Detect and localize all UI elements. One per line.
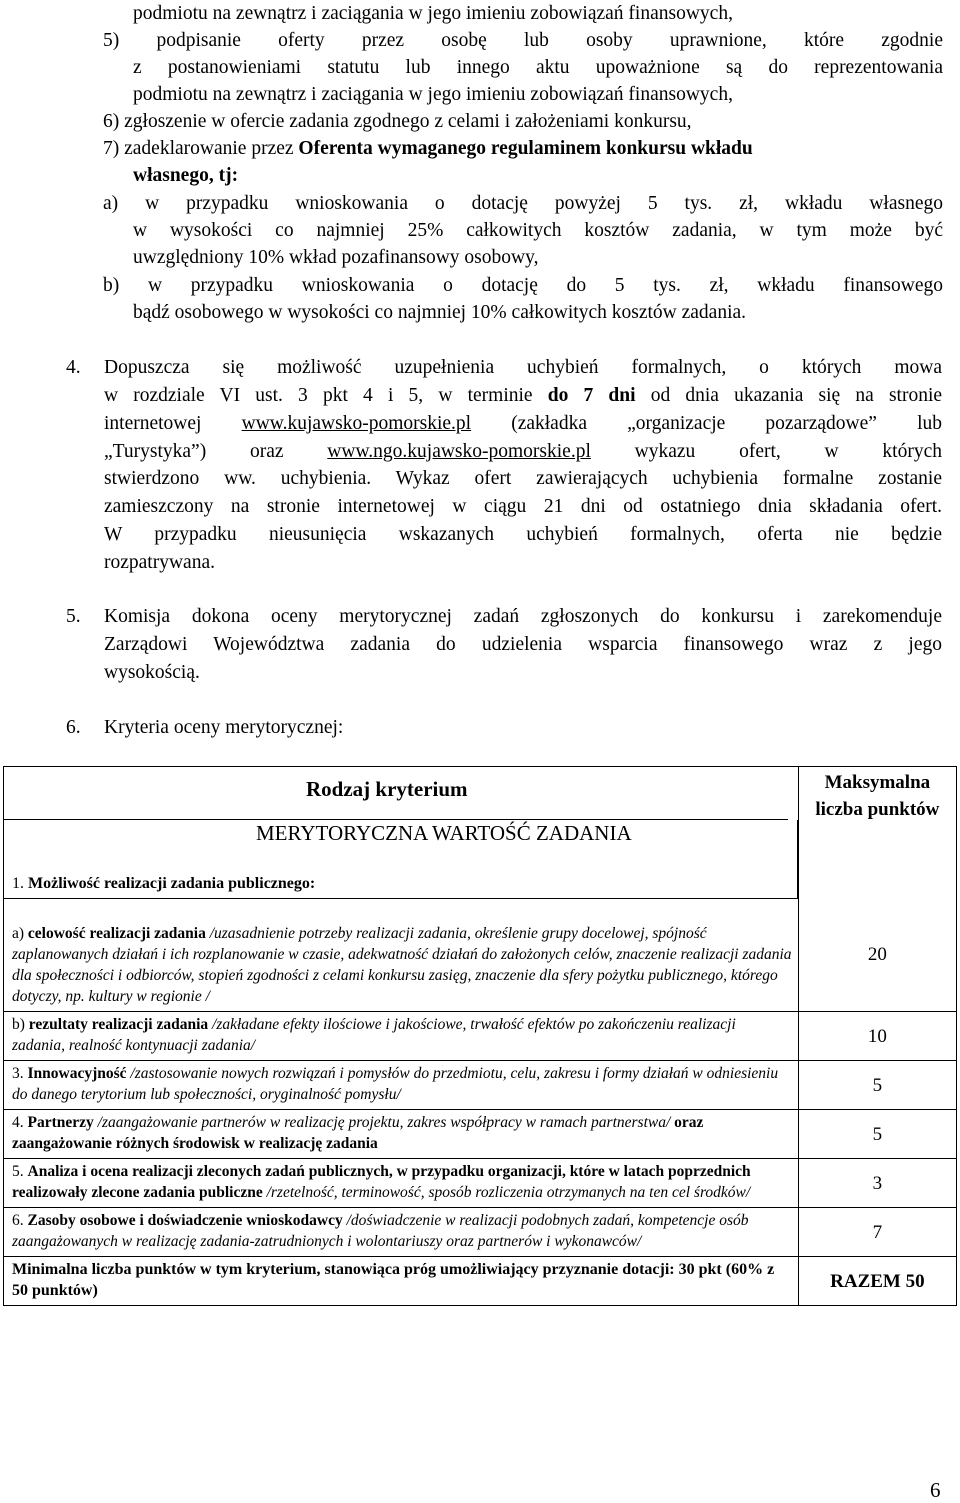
section-5-text: Komisja dokona oceny merytorycznej zadań zgłoszonych do konkursu i zarekomenduje	[104, 606, 942, 627]
section-6-title: Kryteria oceny merytorycznej:	[104, 717, 344, 738]
criterion-title: Innowacyjność	[27, 1065, 127, 1082]
criterion-title: Partnerzy	[27, 1114, 94, 1131]
section-4-text	[104, 411, 942, 437]
points-5: 3	[798, 1159, 956, 1208]
table-row	[4, 899, 957, 1012]
text-line: bądź osobowego w wysokości co najmniej 10% całkowitych kosztów zadania.	[133, 302, 747, 323]
list-item-5: 5) podpisanie oferty przez osobę lub osoby uprawnione, które zgodnie	[103, 30, 943, 51]
text-span: 6.	[12, 1212, 28, 1229]
table-row	[4, 1208, 957, 1257]
group-label: Możliwość realizacji zadania publicznego:	[28, 875, 316, 892]
criterion-description: /zaangażowanie partnerów w realizację projektu, zakres współpracy w ramach partnerstwa/	[93, 1114, 671, 1131]
text-span: w rozdziale VI ust. 3 pkt 4 i 5, w terminie	[104, 385, 548, 406]
table-footer-row	[4, 1257, 957, 1306]
ngo-website-link[interactable]: www.ngo.kujawsko-pomorskie.pl	[327, 441, 591, 462]
section-4-text: Dopuszcza się możliwość uzupełnienia uchybień formalnych, o których mowa	[104, 357, 942, 378]
item7-prefix: 7) zadeklarowanie przez	[103, 138, 299, 159]
criterion-description: /zastosowanie nowych rozwiązań i pomysłów do przedmiotu, celu, zakresu i formy działań w odniesieniu do danego terytorium lub społeczności, oryginalność pomysłu/	[12, 1065, 779, 1103]
text-line: podmiotu na zewnątrz i zaciągania w jego imieniu zobowiązań finansowych,	[133, 84, 733, 105]
criterion-title: rezultaty realizacji zadania	[28, 1016, 209, 1033]
criterion-title: celowość realizacji zadania	[27, 925, 206, 942]
page-number: 6	[930, 1478, 941, 1502]
criterion-3	[4, 1061, 799, 1110]
deadline-bold: do 7 dni	[547, 385, 636, 406]
text-span: a)	[12, 925, 28, 942]
criterion-5	[4, 1159, 799, 1208]
criterion-title: Zasoby osobowe i doświadczenie wnioskodawcy	[27, 1212, 343, 1229]
section-4-text: stwierdzono ww. uchybienia. Wykaz ofert zawierających uchybienia formalne zostanie	[104, 468, 942, 489]
criterion-4	[4, 1110, 799, 1159]
section-5-text: wysokością.	[104, 662, 200, 683]
list-item-6: 6) zgłoszenie w ofercie zadania zgodnego z celami i założeniami konkursu,	[103, 111, 692, 132]
points-6: 7	[798, 1208, 956, 1257]
item7-bold: Oferenta wymaganego regulaminem konkursu wkładu	[298, 138, 753, 159]
text-line: w wysokości co najmniej 25% całkowitych kosztów zadania, w tym może być	[133, 220, 943, 241]
section-4-text: zamieszczony na stronie internetowej w ciągu 21 dni od ostatniego dnia składania ofert.	[104, 496, 942, 517]
text-span: 3.	[12, 1065, 28, 1082]
text-span: od dnia ukazania się na stronie	[635, 385, 943, 406]
text-span: 5.	[12, 1163, 28, 1180]
text-span: 4.	[12, 1114, 28, 1131]
table-row	[4, 1012, 957, 1061]
section-6-number: 6.	[66, 717, 81, 738]
minimum-threshold: Minimalna liczba punktów w tym kryterium, stanowiąca próg umożliwiający przyznanie dotacji: 30 pkt (60% z 50 punktów)	[4, 1257, 799, 1306]
criterion-description: /doświadczenie w realizacji podobnych zadań, kompetencje osób zaangażowanych w realizację zadania-zatrudnionych i wolontariuszy oraz partnerów i wykonawców/	[12, 1212, 749, 1250]
text-span: b)	[12, 1016, 29, 1033]
section-4-number: 4.	[66, 357, 81, 378]
table-row	[4, 1061, 957, 1110]
table-row	[4, 1110, 957, 1159]
points-1b: 10	[798, 1012, 956, 1061]
table-row	[4, 1159, 957, 1208]
header-points-cell	[798, 767, 956, 899]
sub-item-b: b) w przypadku wnioskowania o dotację do 5 tys. zł, wkładu finansowego	[103, 275, 943, 296]
text-line: z postanowieniami statutu lub innego aktu upoważnione są do reprezentowania	[133, 57, 943, 78]
criteria-table	[3, 766, 957, 1306]
criterion-description: /rzetelność, terminowość, sposób rozliczenia otrzymanych na ten cel środków/	[262, 1184, 751, 1201]
group-number: 1.	[12, 875, 28, 892]
text-span: „Turystyka”) oraz	[104, 441, 328, 462]
text-span: wykazu ofert, w których	[590, 441, 942, 462]
website-link[interactable]: www.kujawsko-pomorskie.pl	[241, 413, 472, 434]
header-criteria-cell	[4, 767, 799, 899]
section-4-text	[104, 439, 942, 465]
criterion-description: /uzasadnienie potrzeby realizacji zadania, określenie grupy docelowej, spójność zaplanowanych działań i ich rozplanowanie w czasie, adekwatność działań do założonych celów, znaczenie realizacji zadania dla społeczności i odbiorców, stopień zgodności z celami konkursu zasięg, znaczenie dla sfery pożytku publicznego, którego dotyczy, np. kultury w regionie /	[12, 925, 792, 1005]
criterion-title: Analiza i ocena realizacji zleconych zadań publicznych, w przypadku organizacji, które w latach poprzednich realizowały zlecone zadania publiczne	[12, 1163, 751, 1201]
points-1a: 20	[798, 899, 956, 1012]
points-3: 5	[798, 1061, 956, 1110]
section-5-number: 5.	[66, 606, 81, 627]
text-span: (zakładka „organizacje pozarządowe” lub	[471, 413, 942, 434]
table-header-row	[4, 767, 957, 899]
header-points: Maksymalna liczba punktów	[815, 772, 940, 820]
total-points: RAZEM 50	[798, 1257, 956, 1306]
criterion-extra: oraz zaangażowanie różnych środowisk w realizację zadania	[12, 1114, 704, 1152]
section-4-text: W przypadku nieusunięcia wskazanych uchybień formalnych, oferta nie będzie	[104, 524, 942, 545]
criterion-1a	[4, 899, 799, 1012]
header-subtitle: MERYTORYCZNA WARTOŚĆ ZADANIA	[256, 821, 632, 845]
sub-item-a: a) w przypadku wnioskowania o dotację powyżej 5 tys. zł, wkładu własnego	[103, 193, 943, 214]
points-4: 5	[798, 1110, 956, 1159]
item7-continuation: własnego, tj:	[133, 165, 239, 186]
group-1-label	[4, 868, 797, 898]
text-line: uwzględniony 10% wkład pozafinansowy osobowy,	[133, 247, 539, 268]
section-5-text: Zarządowi Województwa zadania do udzielenia wsparcia finansowego wraz z jego	[104, 634, 942, 655]
list-item-7	[103, 136, 753, 162]
section-4-text: rozpatrywana.	[104, 552, 215, 573]
criterion-1b	[4, 1012, 799, 1061]
criterion-6	[4, 1208, 799, 1257]
criterion-description: /zakładane efekty ilościowe i jakościowe, trwałość efektów po zakończeniu realizacji zadania, realność kontynuacji zadania/	[12, 1016, 736, 1054]
text-span: internetowej	[104, 413, 242, 434]
text-line: podmiotu na zewnątrz i zaciągania w jego imieniu zobowiązań finansowych,	[133, 3, 733, 24]
header-title: Rodzaj kryterium	[306, 777, 468, 801]
section-4-text	[104, 383, 942, 409]
